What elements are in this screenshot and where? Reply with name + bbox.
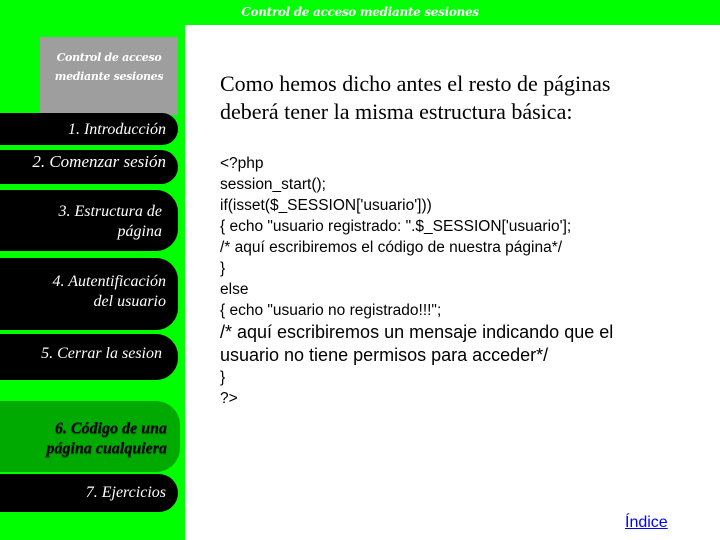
nav-item-estructura[interactable] [0,190,178,251]
logo-line-2: mediante sesiones [54,70,164,83]
nav-item-introduccion[interactable] [0,113,178,145]
code-line: if(isset($_SESSION['usuario'])) [220,197,432,214]
code-line: /* aquí escribiremos un mensaje indicando que el [220,322,614,342]
code-line: } [220,260,226,277]
index-link[interactable]: Índice [625,514,668,531]
code-line: else [220,281,249,298]
code-line: { echo "usuario registrado: ".$_SESSION['usuario']; [220,218,572,235]
nav-item-label: página [117,223,162,240]
heading-line-1: Como hemos dicho antes el resto de páginas [220,71,611,96]
heading-line-2: deberá tener la misma estructura básica: [220,99,573,124]
nav-item-label: página cualquiera [46,440,167,457]
code-line: <?php [220,155,264,172]
nav-item-autentificacion[interactable] [0,258,178,330]
content-heading [220,70,700,126]
code-line: } [220,369,226,386]
logo-box [40,37,178,115]
code-line: { echo "usuario no registrado!!!"; [220,302,442,319]
nav-item-codigo-pagina-active[interactable] [0,401,185,472]
nav-item-label: 3. Estructura de [58,203,162,220]
code-line: ?> [220,390,238,407]
code-line: usuario no tiene permisos para acceder*/ [220,345,549,365]
logo-line-1: Control de acceso [56,51,162,64]
nav-item-label: del usuario [93,293,166,310]
nav-item-label: 2. Comenzar sesión [32,152,166,171]
code-line: /* aquí escribiremos el código de nuestra página*/ [220,239,563,256]
nav-item-cerrar-sesion[interactable] [0,334,178,380]
nav-item-label: 4. Autentificación [52,273,166,290]
nav-item-label: 5. Cerrar la sesion [41,345,162,362]
code-line: session_start(); [220,176,326,193]
nav-item-label: 6. Código de una [54,420,167,437]
code-block [220,153,700,409]
nav-item-ejercicios[interactable] [0,474,178,512]
nav-item-label: 7. Ejercicios [85,484,166,501]
nav-item-label: 1. Introducción [67,121,166,138]
nav-item-comenzar-sesion[interactable] [0,150,178,184]
header-title: Control de acceso mediante sesiones [241,5,479,19]
